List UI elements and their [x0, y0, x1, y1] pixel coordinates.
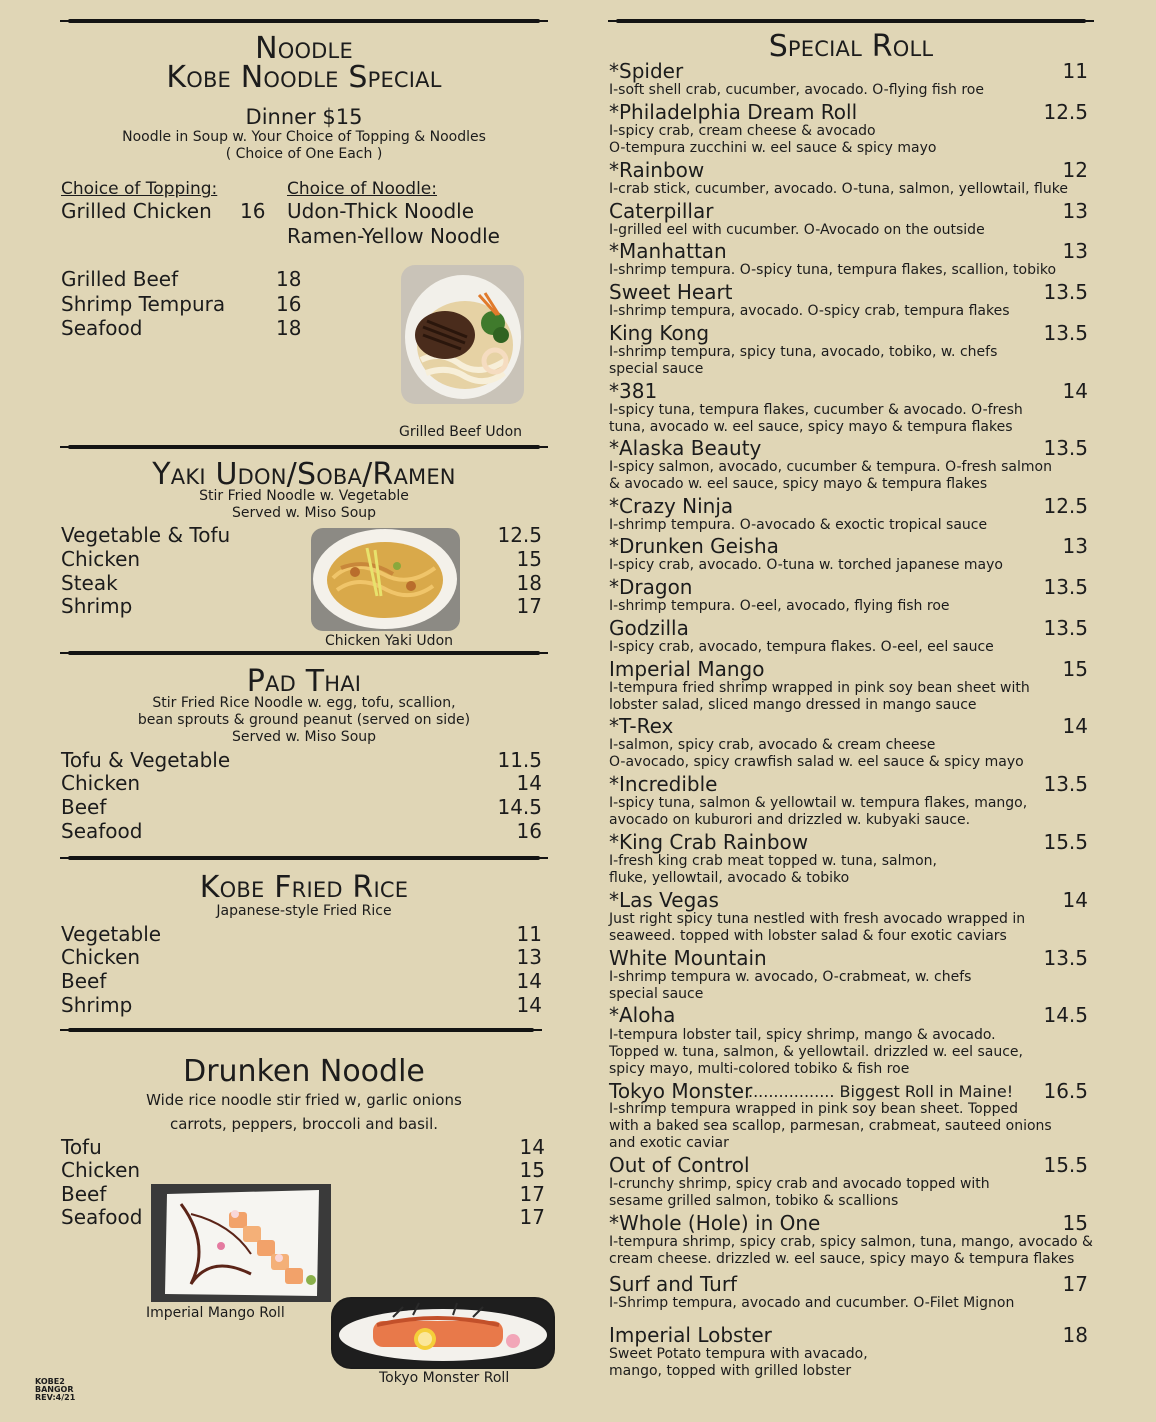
roll-price: 15.5 — [1043, 830, 1088, 854]
roll-price: 15 — [1062, 1211, 1088, 1235]
friedrice-price: 13 — [516, 945, 542, 969]
divider — [616, 19, 1086, 23]
section-title-kobe-fried-rice: Kobe Fried Rice — [199, 870, 409, 905]
roll-desc: I-shrimp tempura wrapped in pink soy bean sheet. Topped with a baked sea scallop, parmesan, crabmeat, sauteed onions and exotic caviar — [609, 1101, 1052, 1151]
padthai-item: Seafood — [61, 819, 143, 843]
roll-desc: I-shrimp tempura. O-eel, avocado, flying fish roe — [609, 598, 950, 614]
roll-name: Sweet Heart — [609, 280, 733, 304]
roll-price: 13 — [1062, 534, 1088, 558]
roll-desc: Just right spicy tuna nestled with fresh avocado wrapped in seaweed. topped with lobster salad & four exotic caviars — [609, 911, 1026, 944]
roll-price: 14 — [1062, 888, 1088, 912]
friedrice-price: 14 — [516, 993, 542, 1017]
section-title-special-roll: Special Roll — [768, 29, 934, 64]
roll-price: 12.5 — [1043, 494, 1088, 518]
friedrice-item: Beef — [61, 969, 107, 993]
footer-code-line: REV:4/21 — [35, 1393, 76, 1402]
section-title-kobe-noodle-special: Kobe Noodle Special — [166, 60, 442, 95]
padthai-note: Stir Fried Rice Noodle w. egg, tofu, scallion, — [152, 695, 456, 711]
roll-name: Imperial Lobster — [609, 1323, 772, 1347]
roll-name: King Kong — [609, 321, 710, 345]
roll-price: 13.5 — [1043, 280, 1088, 304]
roll-desc: I-crab stick, cucumber, avocado. O-tuna, salmon, yellowtail, fluke — [609, 181, 1068, 197]
dinner-note-2: ( Choice of One Each ) — [225, 146, 383, 162]
roll-name: Caterpillar — [609, 199, 714, 223]
roll-name: Out of Control — [609, 1153, 750, 1177]
yaki-note: Served w. Miso Soup — [231, 505, 377, 521]
drunken-item: Beef — [61, 1182, 107, 1206]
topping-price: 16 — [240, 199, 266, 223]
topping-item: Shrimp Tempura — [61, 292, 226, 316]
tokyo-monster-roll-photo — [331, 1297, 555, 1369]
roll-name: *Dragon — [609, 575, 693, 599]
roll-desc: I-fresh king crab meat topped w. tuna, salmon, fluke, yellowtail, avocado & tobiko — [609, 853, 937, 886]
padthai-item: Chicken — [61, 771, 141, 795]
yaki-price: 17 — [516, 594, 542, 618]
roll-desc: Sweet Potato tempura with avacado, mango, topped with grilled lobster — [609, 1346, 868, 1379]
roll-price: 18 — [1062, 1323, 1088, 1347]
roll-name: *Philadelphia Dream Roll — [609, 100, 858, 124]
padthai-note: bean sprouts & ground peanut (served on side) — [137, 712, 471, 728]
drunken-note: Wide rice noodle stir fried w, garlic onions — [146, 1091, 462, 1109]
yaki-item: Chicken — [61, 547, 141, 571]
roll-desc: I-grilled eel with cucumber. O-Avocado on the outside — [609, 222, 985, 238]
noodle-header: Choice of Noodle: — [287, 179, 437, 199]
roll-desc: I-spicy crab, avocado, tempura flakes. O-eel, eel sauce — [609, 639, 994, 655]
dinner-price: Dinner $15 — [245, 105, 363, 129]
roll-price: 13.5 — [1043, 575, 1088, 599]
roll-name: *Crazy Ninja — [609, 494, 734, 518]
roll-name: Surf and Turf — [609, 1272, 738, 1296]
roll-price: 13.5 — [1043, 772, 1088, 796]
roll-desc: I-tempura fried shrimp wrapped in pink soy bean sheet with lobster salad, sliced mango dressed in mango sauce — [609, 680, 1030, 713]
section-title-drunken-noodle: Drunken Noodle — [183, 1054, 425, 1089]
divider — [68, 651, 540, 655]
friedrice-price: 14 — [516, 969, 542, 993]
roll-name: Imperial Mango — [609, 657, 765, 681]
topping-price: 18 — [276, 316, 302, 340]
dinner-note: Noodle in Soup w. Your Choice of Topping & Noodles — [122, 129, 486, 145]
roll-desc: I-tempura shrimp, spicy crab, spicy salmon, tuna, mango, avocado & cream cheese. drizzled w. eel sauce, spicy mayo & tempura flakes — [609, 1234, 1093, 1267]
friedrice-item: Shrimp — [61, 993, 133, 1017]
roll-desc: I-spicy crab, avocado. O-tuna w. torched japanese mayo — [609, 557, 1003, 573]
yaki-item: Shrimp — [61, 594, 133, 618]
section-title-pad-thai: Pad Thai — [246, 664, 362, 699]
roll-desc: I-shrimp tempura w. avocado, O-crabmeat, w. chefs special sauce — [609, 969, 972, 1002]
drunken-note: carrots, peppers, broccoli and basil. — [169, 1115, 439, 1133]
roll-name: *381 — [609, 379, 658, 403]
roll-price: 14 — [1062, 714, 1088, 738]
roll-desc: I-shrimp tempura. O-spicy tuna, tempura flakes, scallion, tobiko — [609, 262, 1057, 278]
roll-name: *Drunken Geisha — [609, 534, 779, 558]
roll-name: *Rainbow — [609, 158, 705, 182]
padthai-price: 14 — [516, 771, 542, 795]
noodle-option: Udon-Thick Noodle — [287, 199, 475, 223]
roll-price: 13.5 — [1043, 616, 1088, 640]
drunken-item: Chicken — [61, 1158, 141, 1182]
footer-code — [35, 1378, 75, 1402]
roll-desc: I-Shrimp tempura, avocado and cucumber. O-Filet Mignon — [609, 1295, 1015, 1311]
roll-price: 11 — [1062, 59, 1088, 83]
yaki-item: Steak — [61, 571, 118, 595]
topping-price: 18 — [276, 267, 302, 291]
roll-name: *Manhattan — [609, 239, 727, 263]
drunken-price: 15 — [519, 1158, 545, 1182]
roll-desc: I-salmon, spicy crab, avocado & cream cheese O-avocado, spicy crawfish salad w. eel sauce & spicy mayo — [609, 737, 1024, 770]
yaki-note: Stir Fried Noodle w. Vegetable — [199, 488, 409, 504]
topping-header: Choice of Topping: — [61, 179, 218, 199]
padthai-item: Beef — [61, 795, 107, 819]
noodle-option: Ramen-Yellow Noodle — [287, 224, 500, 248]
drunken-price: 14 — [519, 1135, 545, 1159]
divider — [68, 445, 540, 449]
roll-price: 14.5 — [1043, 1003, 1088, 1027]
roll-desc: I-spicy tuna, salmon & yellowtail w. tempura flakes, mango, avocado on kuburori and drizzled w. kubyaki sauce. — [609, 795, 1028, 828]
section-title-yaki-udon: Yaki Udon/Soba/Ramen — [152, 457, 456, 492]
roll-name: *Incredible — [609, 772, 718, 796]
padthai-item: Tofu & Vegetable — [61, 748, 231, 772]
grilled-beef-udon-caption: Grilled Beef Udon — [399, 424, 523, 440]
roll-name: Tokyo Monster — [609, 1079, 753, 1103]
roll-desc: I-tempura lobster tail, spicy shrimp, mango & avocado. Topped w. tuna, salmon, & yellowtail. drizzled w. eel sauce, spicy mayo, multi-colored tobiko & fish roe — [609, 1027, 1023, 1077]
footer-code-line: BANGOR — [35, 1385, 74, 1394]
roll-name: *King Crab Rainbow — [609, 830, 809, 854]
roll-price: 13.5 — [1043, 321, 1088, 345]
yaki-price: 15 — [516, 547, 542, 571]
chicken-yaki-udon-caption: Chicken Yaki Udon — [325, 633, 454, 649]
roll-name: Godzilla — [609, 616, 689, 640]
topping-item: Seafood — [61, 316, 143, 340]
roll-desc: I-shrimp tempura. O-avocado & exoctic tropical sauce — [609, 517, 988, 533]
roll-name: *Spider — [609, 59, 684, 83]
tokyo-monster-roll-caption: Tokyo Monster Roll — [379, 1370, 510, 1386]
drunken-price: 17 — [519, 1182, 545, 1206]
roll-price: 14 — [1062, 379, 1088, 403]
friedrice-note: Japanese-style Fried Rice — [216, 903, 392, 919]
roll-price: 12 — [1062, 158, 1088, 182]
drunken-item: Seafood — [61, 1205, 143, 1229]
roll-name: *Whole (Hole) in One — [609, 1211, 821, 1235]
roll-name: *Las Vegas — [609, 888, 719, 912]
roll-name: *Alaska Beauty — [609, 436, 762, 460]
roll-price: 15.5 — [1043, 1153, 1088, 1177]
roll-desc: I-crunchy shrimp, spicy crab and avocado topped with sesame grilled salmon, tobiko & scallions — [609, 1176, 990, 1209]
roll-desc: I-shrimp tempura, avocado. O-spicy crab, tempura flakes — [609, 303, 1010, 319]
topping-price: 16 — [276, 292, 302, 316]
roll-name: White Mountain — [609, 946, 767, 970]
grilled-beef-udon-photo — [401, 265, 524, 404]
padthai-price: 14.5 — [497, 795, 542, 819]
roll-desc: I-soft shell crab, cucumber, avocado. O-flying fish roe — [609, 82, 984, 98]
roll-price: 15 — [1062, 657, 1088, 681]
drunken-item: Tofu — [61, 1135, 102, 1159]
roll-price: 17 — [1062, 1272, 1088, 1296]
topping-item: Grilled Chicken — [61, 199, 212, 223]
padthai-note: Served w. Miso Soup — [231, 729, 377, 745]
roll-price: 16.5 — [1043, 1079, 1088, 1103]
imperial-mango-roll-photo — [151, 1184, 331, 1302]
roll-name: *Aloha — [609, 1003, 676, 1027]
divider — [68, 1028, 534, 1032]
roll-desc: I-spicy tuna, tempura flakes, cucumber & avocado. O-fresh tuna, avocado w. eel sauce, spicy mayo & tempura flakes — [609, 402, 1023, 435]
yaki-price: 18 — [516, 571, 542, 595]
roll-desc: I-spicy crab, cream cheese & avocado O-tempura zucchini w. eel sauce & spicy mayo — [609, 123, 937, 156]
friedrice-price: 11 — [516, 922, 542, 946]
roll-tagline: ................. Biggest Roll in Maine! — [748, 1082, 1014, 1101]
roll-price: 12.5 — [1043, 100, 1088, 124]
divider — [68, 856, 540, 860]
drunken-price: 17 — [519, 1205, 545, 1229]
topping-item: Grilled Beef — [61, 267, 179, 291]
padthai-price: 11.5 — [497, 748, 542, 772]
imperial-mango-roll-caption: Imperial Mango Roll — [146, 1305, 285, 1321]
footer-code-line: KOBE2 — [35, 1377, 65, 1386]
yaki-price: 12.5 — [497, 523, 542, 547]
friedrice-item: Vegetable — [61, 922, 162, 946]
roll-price: 13 — [1062, 239, 1088, 263]
roll-desc: I-spicy salmon, avocado, cucumber & tempura. O-fresh salmon & avocado w. eel sauce, spicy mayo & tempura flakes — [609, 459, 1052, 492]
section-title-noodle: Noodle — [255, 31, 353, 66]
roll-name: *T-Rex — [609, 714, 674, 738]
roll-price: 13 — [1062, 199, 1088, 223]
padthai-price: 16 — [516, 819, 542, 843]
chicken-yaki-udon-photo — [311, 528, 460, 631]
roll-price: 13.5 — [1043, 436, 1088, 460]
yaki-item: Vegetable & Tofu — [61, 523, 231, 547]
divider — [68, 19, 540, 23]
friedrice-item: Chicken — [61, 945, 141, 969]
roll-desc: I-shrimp tempura, spicy tuna, avocado, tobiko, w. chefs special sauce — [609, 344, 998, 377]
roll-price: 13.5 — [1043, 946, 1088, 970]
